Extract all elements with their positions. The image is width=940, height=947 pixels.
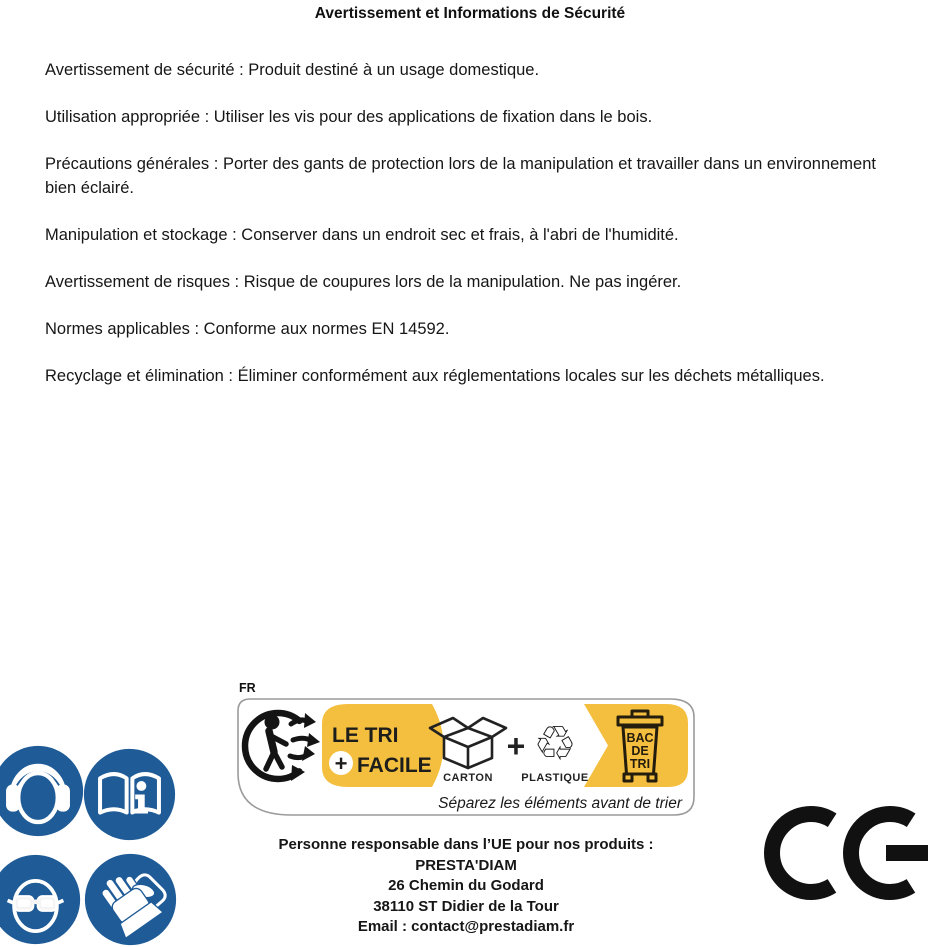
paragraph-appropriate-use: Utilisation appropriée : Utiliser les vis pour des applications de fixation dans le bois. xyxy=(45,108,653,126)
plus-badge-sign: + xyxy=(334,751,348,776)
plastique-label: PLASTIQUE xyxy=(521,772,589,784)
contact-block xyxy=(226,835,706,938)
page-title: Avertissement et Informations de Sécurité xyxy=(314,5,626,22)
label-tagline: Séparez les éléments avant de trier xyxy=(438,795,682,812)
company-name: PRESTA'DIAM xyxy=(415,856,517,874)
paragraph-risk-warning: Avertissement de risques : Risque de coupures lors de la manipulation. Ne pas ingérer. xyxy=(45,272,682,291)
paragraph-handling-storage: Manipulation et stockage : Conserver dans un endroit sec et frais, à l'abri de l'humidité. xyxy=(45,225,679,244)
tri-headline-1: LE TRI xyxy=(332,724,399,747)
paragraph-recycling-disposal: Recyclage et élimination : Éliminer conformément aux réglementations locales sur les déchets métalliques. xyxy=(45,366,825,385)
materials-plus-sign: + xyxy=(506,728,526,764)
paragraph-safety-warning: Avertissement de sécurité : Produit destiné à un usage domestique. xyxy=(45,61,540,79)
bin-word-1: BAC xyxy=(626,731,654,745)
country-code-label: FR xyxy=(239,681,256,695)
bin-word-2: DE xyxy=(631,744,649,758)
read-instruction-manual-icon xyxy=(82,747,177,842)
paragraph-general-precautions: Précautions générales : Porter des gants de protection lors de la manipulation et travailler dans un environnement bien éclairé. xyxy=(45,155,876,197)
bin-word-3: TRI xyxy=(629,757,651,771)
address-city: 38110 ST Didier de la Tour xyxy=(373,897,559,915)
recycle-symbol-icon: ♲ xyxy=(533,718,577,771)
responsible-person-line: Personne responsable dans l’UE pour nos produits : xyxy=(278,836,654,853)
info-tri-label xyxy=(236,697,696,818)
wear-eye-protection-icon xyxy=(0,853,82,946)
wear-protective-gloves-icon xyxy=(83,852,178,947)
address-street: 26 Chemin du Godard xyxy=(388,877,544,894)
paragraph-standards: Normes applicables : Conforme aux normes EN 14592. xyxy=(45,319,450,338)
carton-label: CARTON xyxy=(443,772,493,784)
ce-marking-icon xyxy=(760,801,938,905)
safety-text-block xyxy=(45,59,890,412)
contact-email: Email : contact@prestadiam.fr xyxy=(357,918,575,935)
wear-ear-protection-icon xyxy=(0,744,85,838)
tri-headline-2: FACILE xyxy=(357,754,432,777)
